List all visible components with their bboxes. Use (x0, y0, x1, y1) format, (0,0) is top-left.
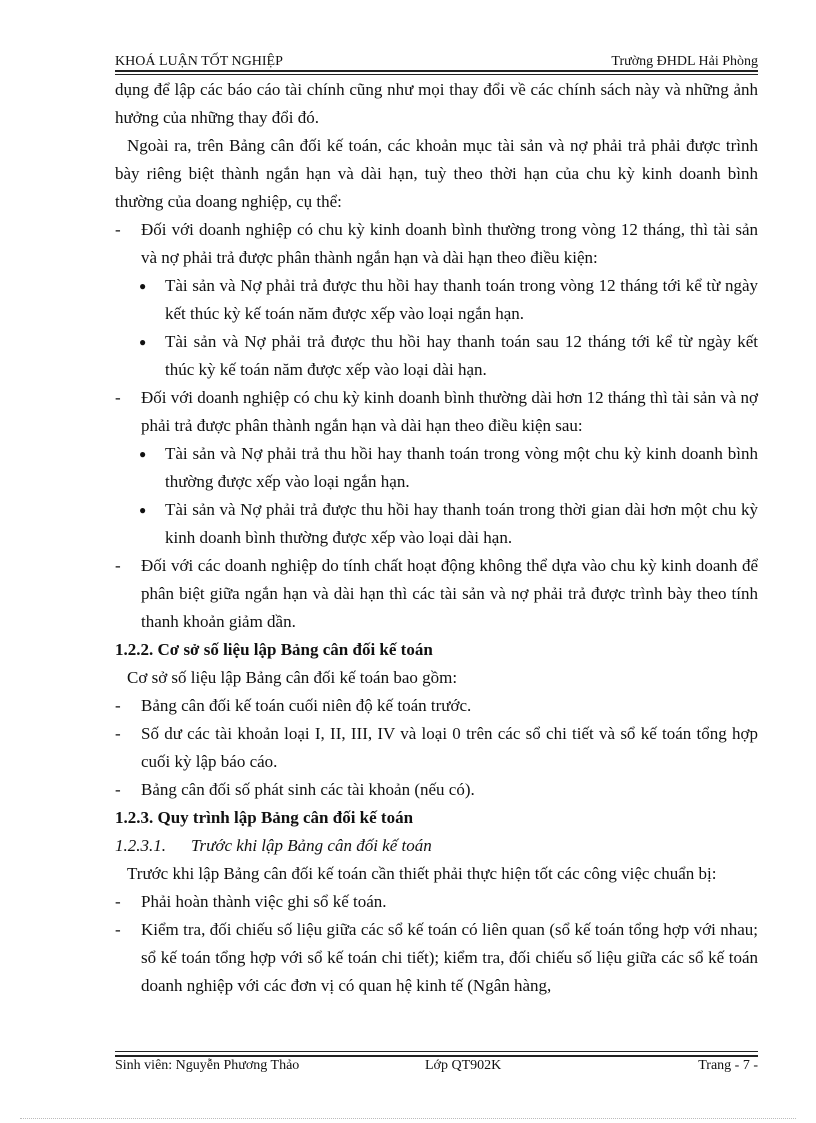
footer-class: Lớp QT902K (425, 1058, 502, 1073)
list-item-text: Tài sản và Nợ phải trả được thu hồi hay thanh toán sau 12 tháng tới kể từ ngày kết thúc kỳ kế toán năm được xếp vào loại dài hạn. (165, 332, 758, 379)
list-item-text: Số dư các tài khoản loại I, II, III, IV và loại 0 trên các sổ chi tiết và sổ kế toán tổng hợp cuối kỳ lập báo cáo. (141, 724, 758, 771)
paragraph: Trước khi lập Bảng cân đối kế toán cần thiết phải thực hiện tốt các công việc chuẩn bị: (127, 864, 717, 883)
subsection-title: Trước khi lập Bảng cân đối kế toán (191, 836, 432, 855)
bullet-marker: ● (139, 503, 147, 517)
section-heading: 1.2.2. Cơ sở số liệu lập Bảng cân đối kế toán (115, 640, 433, 659)
page-footer (115, 1058, 758, 1078)
list-item-text: Tài sản và Nợ phải trả thu hồi hay thanh toán trong vòng một chu kỳ kinh doanh bình thường được xếp vào loại ngắn hạn. (165, 444, 758, 491)
list-item-text: Kiểm tra, đối chiếu số liệu giữa các sổ kế toán có liên quan (sổ kế toán tổng hợp với nhau; sổ kế toán tổng hợp với sổ kế toán chi tiết); kiểm tra, đối chiếu số liệu giữa các sổ kế toán doanh nghiệp với các đơn vị có quan hệ kinh tế (Ngân hàng, (141, 920, 758, 995)
list-item-text: Đối với các doanh nghiệp do tính chất hoạt động không thể dựa vào chu kỳ kinh doanh để phân biệt giữa ngắn hạn và dài hạn thì các tài sản và nợ phải trả được trình bày theo tính thanh khoản giảm dần. (141, 556, 758, 631)
dash-list-item (115, 776, 758, 804)
list-item-text: Bảng cân đối số phát sinh các tài khoản (nếu có). (141, 780, 475, 799)
page-bottom-border (20, 1118, 796, 1119)
dash-marker: - (115, 556, 121, 575)
subsection-number: 1.2.3.1. (115, 836, 166, 855)
subsection-heading (115, 832, 758, 860)
footer-page-number: Trang - 7 - (698, 1058, 758, 1073)
dash-marker: - (115, 388, 121, 407)
dash-list-item (115, 552, 758, 636)
list-item-text: Phải hoàn thành việc ghi sổ kế toán. (141, 892, 387, 911)
list-item-text: Tài sản và Nợ phải trả được thu hồi hay thanh toán trong vòng 12 tháng tới kể từ ngày kết thúc kỳ kế toán năm được xếp vào loại ngắn hạn. (165, 276, 758, 323)
bullet-marker: ● (139, 279, 147, 293)
page-content (115, 76, 758, 1000)
header-rule-thin (115, 74, 758, 75)
dash-list-item (115, 720, 758, 776)
dash-marker: - (115, 920, 121, 939)
bullet-list-item (115, 496, 758, 552)
header-thesis-title: KHOÁ LUẬN TỐT NGHIỆP (115, 54, 283, 69)
list-item-text: Đối với doanh nghiệp có chu kỳ kinh doanh bình thường dài hơn 12 tháng thì tài sản và nợ phải trả được phân thành ngắn hạn và dài hạn theo điều kiện sau: (141, 388, 758, 435)
header-university: Trường ĐHDL Hải Phòng (611, 54, 758, 69)
footer-rule-thin (115, 1051, 758, 1052)
dash-marker: - (115, 780, 121, 799)
header-rule-thick (115, 70, 758, 72)
bullet-list-item (115, 328, 758, 384)
dash-marker: - (115, 696, 121, 715)
paragraph: dụng để lập các báo cáo tài chính cũng như mọi thay đổi về các chính sách này và những ảnh hưởng của những thay đổi đó. (115, 80, 758, 127)
list-item-text: Đối với doanh nghiệp có chu kỳ kinh doanh bình thường trong vòng 12 tháng, thì tài sản và nợ phải trả được phân thành ngắn hạn và dài hạn theo điều kiện: (141, 220, 758, 267)
dash-list-item (115, 916, 758, 1000)
dash-list-item (115, 888, 758, 916)
paragraph: Ngoài ra, trên Bảng cân đối kế toán, các khoản mục tài sản và nợ phải trả phải được trình bày riêng biệt thành ngắn hạn và dài hạn, tuỳ theo thời hạn của chu kỳ kinh doanh bình thường của doang nghiệp, cụ thể: (115, 136, 758, 211)
dash-list-item (115, 384, 758, 440)
bullet-list-item (115, 272, 758, 328)
dash-list-item (115, 692, 758, 720)
list-item-text: Bảng cân đối kế toán cuối niên độ kế toán trước. (141, 696, 472, 715)
dash-marker: - (115, 724, 121, 743)
paragraph: Cơ sở số liệu lập Bảng cân đối kế toán bao gồm: (127, 668, 458, 687)
bullet-list-item (115, 440, 758, 496)
footer-rule-thick (115, 1055, 758, 1057)
list-item-text: Tài sản và Nợ phải trả được thu hồi hay thanh toán trong thời gian dài hơn một chu kỳ kinh doanh bình thường được xếp vào loại dài hạn. (165, 500, 758, 547)
footer-student-name: Sinh viên: Nguyễn Phương Thảo (115, 1058, 300, 1073)
section-heading: 1.2.3. Quy trình lập Bảng cân đối kế toán (115, 808, 414, 827)
dash-list-item (115, 216, 758, 272)
page-header (115, 50, 758, 70)
dash-marker: - (115, 892, 121, 911)
bullet-marker: ● (139, 335, 147, 349)
dash-marker: - (115, 220, 121, 239)
bullet-marker: ● (139, 447, 147, 461)
